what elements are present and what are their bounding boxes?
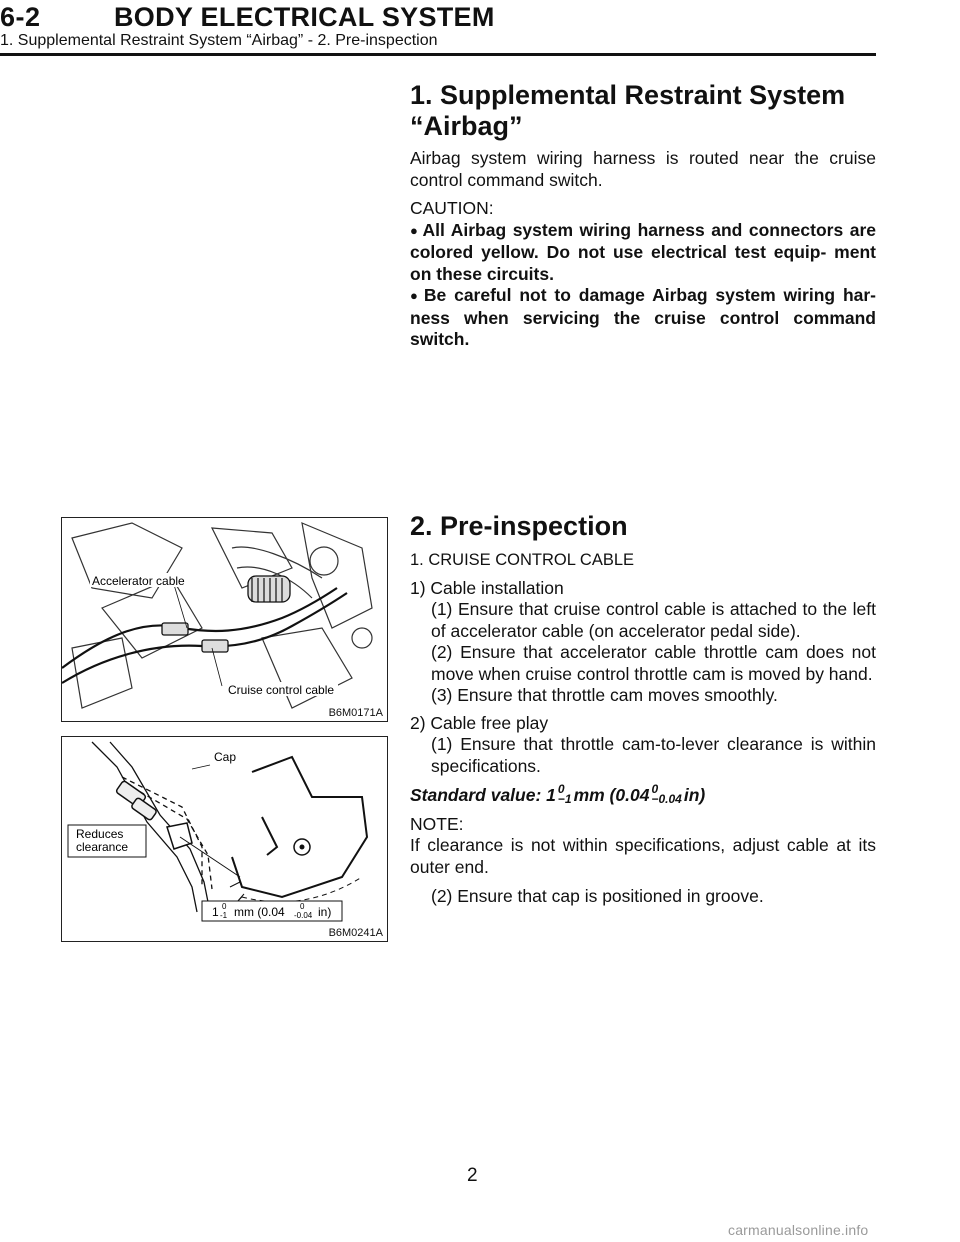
header-subtitle: 1. Supplemental Restraint System “Airbag” - 2. Pre-inspection <box>0 32 438 49</box>
step1-item: (2) Ensure that accelerator cable throttle cam does not move when cruise control throttle cam is moved by hand. <box>431 642 876 684</box>
reduces-label-line2: clearance <box>76 840 129 854</box>
header-rule <box>0 53 876 56</box>
airbag-heading-line2: “Airbag” <box>410 111 523 141</box>
figure-accelerator-cables <box>61 517 388 722</box>
step1-title: 1) Cable installation <box>410 577 564 598</box>
step2-item: (1) Ensure that throttle cam-to-lever clearance is within specifications. <box>431 734 876 776</box>
airbag-intro: Airbag system wiring harness is routed near the cruise control command switch. <box>410 148 876 190</box>
section-number: 6-2 <box>0 2 41 32</box>
note-label: NOTE: <box>410 813 464 834</box>
cruise-control-cable-label: Cruise control cable <box>228 683 335 697</box>
airbag-section <box>410 80 876 351</box>
caution-item: ● All Airbag system wiring harness and connectors are colored yellow. Do not use electrical test equip- ment on these circuits. <box>410 220 876 286</box>
page-header <box>0 0 960 60</box>
dimension-mm: mm (0.04 <box>234 905 285 919</box>
step2-title: 2) Cable free play <box>410 712 549 733</box>
step1-item: (1) Ensure that cruise control cable is attached to the left of accelerator cable (on accelerator pedal side). <box>431 599 876 641</box>
svg-text:0: 0 <box>300 902 305 911</box>
note-text: If clearance is not within specifications, adjust cable at its outer end. <box>410 835 876 877</box>
preinspection-heading: 2. Pre-inspection <box>410 511 628 541</box>
section-title: BODY ELECTRICAL SYSTEM <box>114 2 495 32</box>
clearance-illustration <box>62 737 387 941</box>
accelerator-cable-label: Accelerator cable <box>92 574 185 588</box>
figure-code: B6M0241A <box>328 927 383 939</box>
svg-text:0: 0 <box>222 902 227 911</box>
figure-cable-clearance <box>61 736 388 942</box>
watermark: carmanualsonline.info <box>728 1222 869 1238</box>
caution-label: CAUTION: <box>410 198 494 218</box>
step2-item: (2) Ensure that cap is positioned in groove. <box>431 886 764 906</box>
dimension-in: in) <box>318 905 332 919</box>
svg-text:-0.04: -0.04 <box>294 911 313 920</box>
cruise-cable-subheading: 1. CRUISE CONTROL CABLE <box>410 551 635 569</box>
reduces-label-line1: Reduces <box>76 827 124 841</box>
airbag-heading-line1: 1. Supplemental Restraint System <box>410 80 846 110</box>
airbag-heading <box>410 80 876 142</box>
svg-text:-1: -1 <box>220 911 228 920</box>
caution-item: ● Be careful not to damage Airbag system wiring har- ness when servicing the cruise control command switch. <box>410 285 876 351</box>
figure-code: B6M0171A <box>328 707 383 719</box>
cap-label: Cap <box>214 750 237 764</box>
dimension-1: 1 <box>212 905 219 919</box>
standard-value: Standard value: 1 0 −1 mm (0.04 0 −0.04 in) <box>410 782 706 807</box>
page-number: 2 <box>467 1165 478 1186</box>
preinspection-section <box>410 511 876 908</box>
step1-item: (3) Ensure that throttle cam moves smoothly. <box>431 685 778 705</box>
cable-illustration <box>62 518 387 721</box>
